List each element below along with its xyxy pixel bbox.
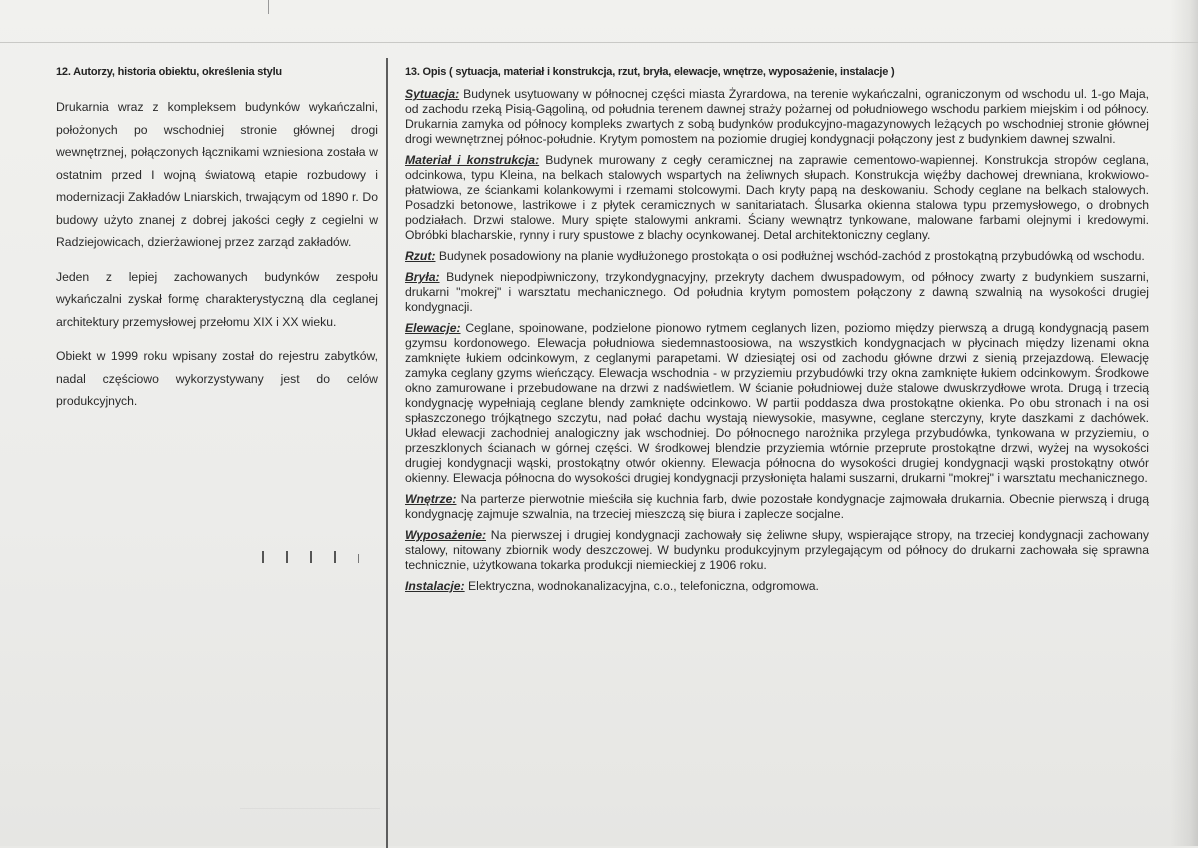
right-column (405, 60, 1149, 600)
description-equipment (405, 528, 1149, 573)
elevations-text: Ceglane, spoinowane, podzielone pionowo rytmem ceglanych lizen, poziomo między pierwszą a drugą kondygnacją pasem gzymsu kordonowego. Elewacja południowa siedemnastoosiowa, na wszystkich kondygnacjach w płycinach między lizenami okna zamknięte łukiem odcinkowym, z ceglanymi parapetami. W dziesiątej osi od zachodu główne drzwi z sienią przejazdową. Elewację zamyka ceglany gzyms wieńczący. Elewacja wschodnia - w przyziemiu przybudówki trzy okna zamknięte łukiem odcinkowym. Środkowe okno zamurowane i przebudowane na drzwi z nadświetlem. W ścianie południowej duże stalowe dwuskrzydłowe wrota. Drugą i trzecią kondygnację wypełniają ceglane blendy zamknięte odcinkowo. W partii poddasza dwa prostokątne okienka. Po obu stronach i na osi spłaszczonego trójkątnego szczytu, nad połać dachu wystają niewysokie, masywne, ceglane sterczyny, kryte daszkami z dachówek. Układ elewacji zachodniej analogiczny jak wschodniej. Do północnego narożnika przylega przybudówka, tynkowana w przyziemiu, o przeszklonych ścianach w górnej części. W środkowej blendzie przyziemia wtórnie przeprute prostokątne drzwi, wyżej na wysokości drugiej kondygnacji wąski, prostokątny otwór okienny. Elewacja północna do wysokości drugiej kondygnacji wąski prostokątny otwór okienny. Elewacja północna do wysokości drugiej kondygnacji przysłonięta halami suszarni, drukarni "mokrej" i warsztatu mechanicznego. (405, 321, 1149, 485)
description-material (405, 153, 1149, 243)
installations-text: Elektryczna, wodnokanalizacyjna, c.o., telefoniczna, odgromowa. (464, 579, 819, 593)
massing-label: Bryła: (405, 270, 440, 284)
left-column (56, 60, 378, 425)
section-13-heading: 13. Opis ( sytuacja, materiał i konstrukcja, rzut, bryła, elewacje, wnętrze, wyposażenie, instalacje ) (405, 66, 895, 78)
section-12-heading: 12. Autorzy, historia obiektu, określenia stylu (56, 66, 282, 78)
situation-text: Budynek usytuowany w północnej części miasta Żyrardowa, na terenie wykańczalni, ograniczonym od wschodu ul. 1-go Maja, od zachodu rzeką Pisią-Gągoliną, od południa terenem dawnej straży pożarnej od południowego wschodu parkiem miejskim i od północy. Drukarnia zamyka od północy kompleks zwartych z sobą budynków produkcyjno-magazynowych leżących po wschodniej stronie głównej drogi wewnętrznej północ-południe. Krytym pomostem na poziomie drugiej kondygnacji połączony jest z budynkiem dawnej szwalni. (405, 87, 1149, 146)
faint-bleedthrough (240, 790, 380, 809)
description-massing (405, 270, 1149, 315)
interior-text: Na parterze pierwotnie mieściła się kuchnia farb, dwie pozostałe kondygnacje zajmowała drukarnia. Obecnie pierwszą i drugą kondygnację zajmuje szwalnia, na trzeciej mieszczą się biura i zaplecze socjalne. (405, 492, 1149, 521)
situation-label: Sytuacja: (405, 87, 460, 101)
description-plan (405, 249, 1149, 264)
installations-label: Instalacje: (405, 579, 465, 593)
top-rule (0, 42, 1198, 43)
description-interior (405, 492, 1149, 522)
top-tick-mark (268, 0, 269, 14)
description-situation (405, 87, 1149, 147)
description-installations (405, 579, 1149, 594)
history-paragraph-3: Obiekt w 1999 roku wpisany został do rejestru zabytków, nadal częściowo wykorzystywany jest do celów produkcyjnych. (56, 349, 378, 408)
plan-text: Budynek posadowiony na planie wydłużonego prostokąta o osi podłużnej wschód-zachód z prostokątną przybudówką od wschodu. (435, 249, 1145, 263)
equipment-label: Wyposażenie: (405, 528, 487, 542)
page-edge-shadow (1170, 0, 1198, 846)
tick-mark (286, 551, 288, 563)
tick-marks (262, 551, 359, 563)
tick-mark (262, 551, 264, 563)
material-label: Materiał i konstrukcja: (405, 153, 540, 167)
column-divider (386, 58, 388, 848)
elevations-label: Elewacje: (405, 321, 461, 335)
interior-label: Wnętrze: (405, 492, 457, 506)
history-paragraph-2: Jeden z lepiej zachowanych budynków zespołu wykańczalni zyskał formę charakterystyczną dla ceglanej architektury przemysłowej przełomu XIX i XX wieku. (56, 269, 378, 329)
tick-mark (334, 551, 336, 563)
plan-label: Rzut: (405, 249, 436, 263)
description-elevations (405, 321, 1149, 486)
tick-mark (310, 551, 312, 563)
equipment-text: Na pierwszej i drugiej kondygnacji zachowały się żeliwne słupy, wspierające stropy, na trzeciej kondygnacji zachowany stalowy, nitowany zbiornik wody deszczowej. W budynku produkcyjnym przylegającym od północy do drukarni zachowała się sprawna technicznie, użytkowana tokarka produkcji niemieckiej z 1906 roku. (405, 528, 1149, 572)
massing-text: Budynek niepodpiwniczony, trzykondygnacyjny, przekryty dachem dwuspadowym, od północy zwarty z budynkiem suszarni, drukarni "mokrej" i warsztatu mechanicznego. Od południa krytym pomostem połączony z dawną szwalnią na wysokości drugiej kondygnacji. (405, 270, 1149, 314)
tick-mark (358, 554, 359, 563)
material-text: Budynek murowany z cegły ceramicznej na zaprawie cementowo-wapiennej. Konstrukcja stropów ceglana, odcinkowa, typu Kleina, na belkach stalowych wspartych na żeliwnych słupach. Konstrukcja więźby dachowej drewniana, krokwiowo-płatwiowa, ze ściankami kolankowymi i rzemami stolcowymi. Dach kryty papą na deskowaniu. Schody ceglane na belkach stalowych. Posadzki betonowe, lastrikowe i z płytek ceramicznych w sanitariatach. Ślusarka okienna stalowa typu przemysłowego, o drobnych podziałach. Drzwi stalowe. Mury spięte stalowymi ankrami. Ściany wewnątrz tynkowane, malowane farbami olejnymi i kredowymi. Obróbki blacharskie, rynny i rury spustowe z blachy ocynkowanej. Detal architektoniczny ceglany. (405, 153, 1149, 242)
history-paragraph-1: Drukarnia wraz z kompleksem budynków wykańczalni, położonych po wschodniej stronie głównej drogi wewnętrznej, połączonych łącznikami wzniesiona została w ostatnim przed I wojną światową etapie rozbudowy i modernizacji Zakładów Lniarskich, trwającym od 1890 r. Do budowy użyto znanej z dobrej jakości cegły z cegielni w Radziejowicach, dzierżawionej przez zarząd zakładów. (56, 100, 378, 249)
